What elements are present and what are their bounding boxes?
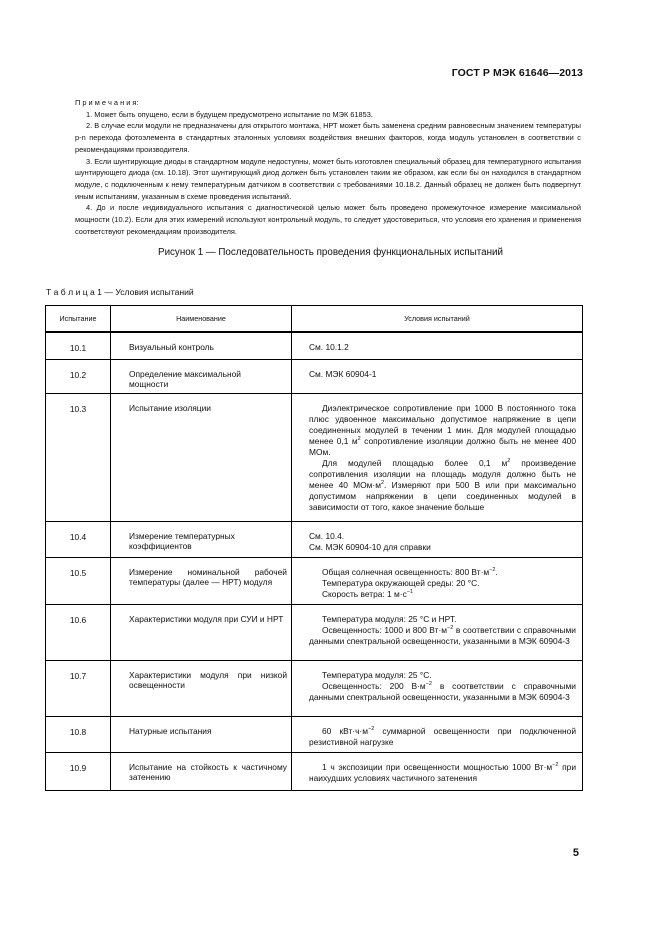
cell-name: Испытание на стойкость к частичному затенению bbox=[111, 752, 292, 790]
name-line: мощности bbox=[129, 378, 169, 389]
cell-test: 10.7 bbox=[46, 660, 111, 716]
superscript: 2 bbox=[357, 435, 361, 442]
note-4: 4. До и после индивидуального испытания с диагностической целью может быть проведено промежуточное измерение максимальной мощности (10.2). Если для этих измерений используют контрольный модуль, то следует удостовериться, что условия его хранения и применения соответствуют рекомендациям производителя. bbox=[75, 203, 581, 236]
figure-caption: Рисунок 1 — Последовательность проведения функциональных испытаний bbox=[158, 247, 503, 258]
header-name: Наименование bbox=[111, 306, 292, 333]
table-caption-prefix: Т а б л и ц а bbox=[46, 287, 95, 297]
table-row bbox=[46, 604, 583, 660]
cell-conditions bbox=[292, 716, 583, 752]
page-number: 5 bbox=[572, 847, 579, 859]
cond-text: произведение сопротивления изоляции на площадь модуля должно быть не менее 40 МОм·м bbox=[309, 457, 577, 490]
cond-text: 60 кВт·ч·м bbox=[322, 725, 368, 736]
cond-paragraph bbox=[309, 625, 576, 647]
cond-line: Температура модуля: 25 °С и НРТ. bbox=[322, 613, 457, 624]
cond-paragraph bbox=[309, 726, 576, 748]
cond-paragraph bbox=[309, 403, 576, 458]
cell-test: 10.3 bbox=[46, 393, 111, 521]
cond-text: . Измеряют при 500 В или при максимально допустимом напряжении в цепи соединенных модулей в зависимости от того, какое значение больше bbox=[309, 479, 576, 512]
superscript: 2 bbox=[507, 457, 511, 464]
table-row bbox=[46, 716, 583, 752]
table-row bbox=[46, 393, 583, 521]
superscript: −2 bbox=[425, 680, 432, 687]
superscript: −2 bbox=[446, 624, 454, 631]
cond-text: 1 ч экспозиции при освещенности мощностью 1000 Вт·м bbox=[322, 761, 553, 772]
cond-text: Для модулей площадью более 0,1 м bbox=[322, 457, 508, 468]
table-caption-title: 1 — Условия испытаний bbox=[94, 287, 194, 297]
cell-name: Натурные испытания bbox=[111, 716, 292, 752]
cond-text: суммарной освещенности при подключенной резистивной нагрузке bbox=[309, 725, 576, 747]
cond-text: в соответствии с справочными данными спектральной освещенности, указанными в МЭК 60904-3 bbox=[309, 680, 576, 702]
conditions-table bbox=[45, 305, 583, 791]
cell-test: 10.1 bbox=[46, 332, 111, 359]
cell-conditions bbox=[292, 660, 583, 716]
table-row bbox=[46, 557, 583, 604]
cond-line bbox=[309, 567, 576, 578]
cell-conditions bbox=[292, 604, 583, 660]
cell-test: 10.8 bbox=[46, 716, 111, 752]
table-row bbox=[46, 521, 583, 557]
cond-line bbox=[309, 589, 576, 600]
cond-text: Диэлектрическое сопротивление при 1000 В постоянного тока плюс удвоенное максимально допустимое напряжение в цепи соединенных модулей в течении 1 мин. Для модулей площадью менее 0,1 м bbox=[309, 402, 576, 446]
table-row bbox=[46, 752, 583, 790]
cond-text: сопротивление изоляции должно быть не менее 400 МОм. bbox=[309, 435, 576, 457]
cell-test: 10.4 bbox=[46, 521, 111, 557]
superscript: 2 bbox=[380, 479, 385, 486]
table-caption bbox=[46, 287, 194, 297]
cell-conditions bbox=[292, 752, 583, 790]
note-1: 1. Может быть опущено, если в будущем предусмотрено испытание по МЭК 61853. bbox=[86, 109, 373, 119]
cell-test: 10.5 bbox=[46, 557, 111, 604]
name-line: коэффициентов bbox=[129, 540, 192, 551]
superscript: −1 bbox=[406, 588, 414, 595]
table-row bbox=[46, 660, 583, 716]
cell-test: 10.6 bbox=[46, 604, 111, 660]
table-header-row bbox=[46, 306, 583, 333]
notes-block bbox=[75, 97, 581, 237]
cond-paragraph bbox=[309, 458, 576, 513]
cell-name: Визуальный контроль bbox=[111, 332, 292, 359]
cond-paragraph bbox=[309, 762, 576, 784]
table-row bbox=[46, 332, 583, 359]
note-3: 3. Если шунтирующие диоды в стандартном модуле недоступны, может быть изготовлен специальный образец для температурного испытания шунтирующего диода (см. 10.18). Этот шунтирующий диод должен быть установлен таким же образом, как если бы он находился в стандартном модуле, с подключенным к нему температурным датчиком в соответствии с требованиями 10.18.2. Данный образец не должен быть подвергнут иным испытаниям, указанным в схеме проведения испытаний. bbox=[75, 156, 581, 201]
name-line: Определение максимальной bbox=[129, 368, 241, 379]
cell-conditions bbox=[292, 521, 583, 557]
cond-line: См. МЭК 60904-10 для справки bbox=[309, 541, 431, 552]
cond-text: при наихудших условиях частичного затенения bbox=[309, 761, 577, 783]
cond-line: Температура окружающей среды: 20 °С. bbox=[322, 577, 480, 588]
cell-name: Характеристики модуля при низкой освещенности bbox=[111, 660, 292, 716]
superscript: −2 bbox=[552, 761, 559, 768]
cell-test: 10.2 bbox=[46, 359, 111, 393]
cond-text: Скорость ветра: 1 м·с bbox=[322, 588, 407, 599]
cell-name: Испытание изоляции bbox=[111, 393, 292, 521]
notes-title: П р и м е ч а н и я: bbox=[75, 98, 139, 107]
header-test: Испытание bbox=[46, 306, 111, 333]
cond-paragraph bbox=[309, 681, 576, 703]
superscript: −2 bbox=[367, 725, 375, 732]
cell-test: 10.9 bbox=[46, 752, 111, 790]
header-conditions: Условия испытаний bbox=[292, 306, 583, 333]
cell-conditions bbox=[292, 359, 583, 393]
note-2: 2. В случае если модули не предназначены для открытого монтажа, НРТ может быть заменена средним равновесным значением температуры p-n перехода фотоэлемента в стандартных эталонных условиях воздействия внешних факторов, когда модуль установлен в соответствии с рекомендациями производителя. bbox=[75, 121, 581, 154]
cond-line: См. 10.1.2 bbox=[309, 342, 349, 352]
cond-text: . bbox=[495, 566, 498, 577]
name-line: Измерение температурных bbox=[129, 530, 235, 541]
cell-name: Измерение номинальной рабочей температуры (далее — НРТ) модуля bbox=[111, 557, 292, 604]
cond-line: См. МЭК 60904-1 bbox=[309, 368, 377, 379]
cond-text: Общая солнечная освещенность: 800 Вт·м bbox=[322, 566, 490, 577]
cond-text: Освещенность: 1000 и 800 Вт·м bbox=[322, 624, 447, 635]
cell-name: Характеристики модуля при СУИ и НРТ bbox=[111, 604, 292, 660]
cond-text: Освещенность: 200 В·м bbox=[322, 680, 426, 691]
cell-conditions bbox=[292, 393, 583, 521]
cond-line: Температура модуля: 25 °С. bbox=[322, 669, 432, 680]
table-row bbox=[46, 359, 583, 393]
cond-line: См. 10.4. bbox=[309, 530, 345, 541]
document-header: ГОСТ Р МЭК 61646—2013 bbox=[451, 67, 583, 79]
cond-text: в соответствии с справочными данными спектральной освещенности, указанными в МЭК 60904-3 bbox=[309, 624, 576, 646]
superscript: −2 bbox=[489, 566, 496, 573]
cell-name bbox=[111, 359, 292, 393]
cell-conditions bbox=[292, 332, 583, 359]
cell-name bbox=[111, 521, 292, 557]
cell-conditions bbox=[292, 557, 583, 604]
